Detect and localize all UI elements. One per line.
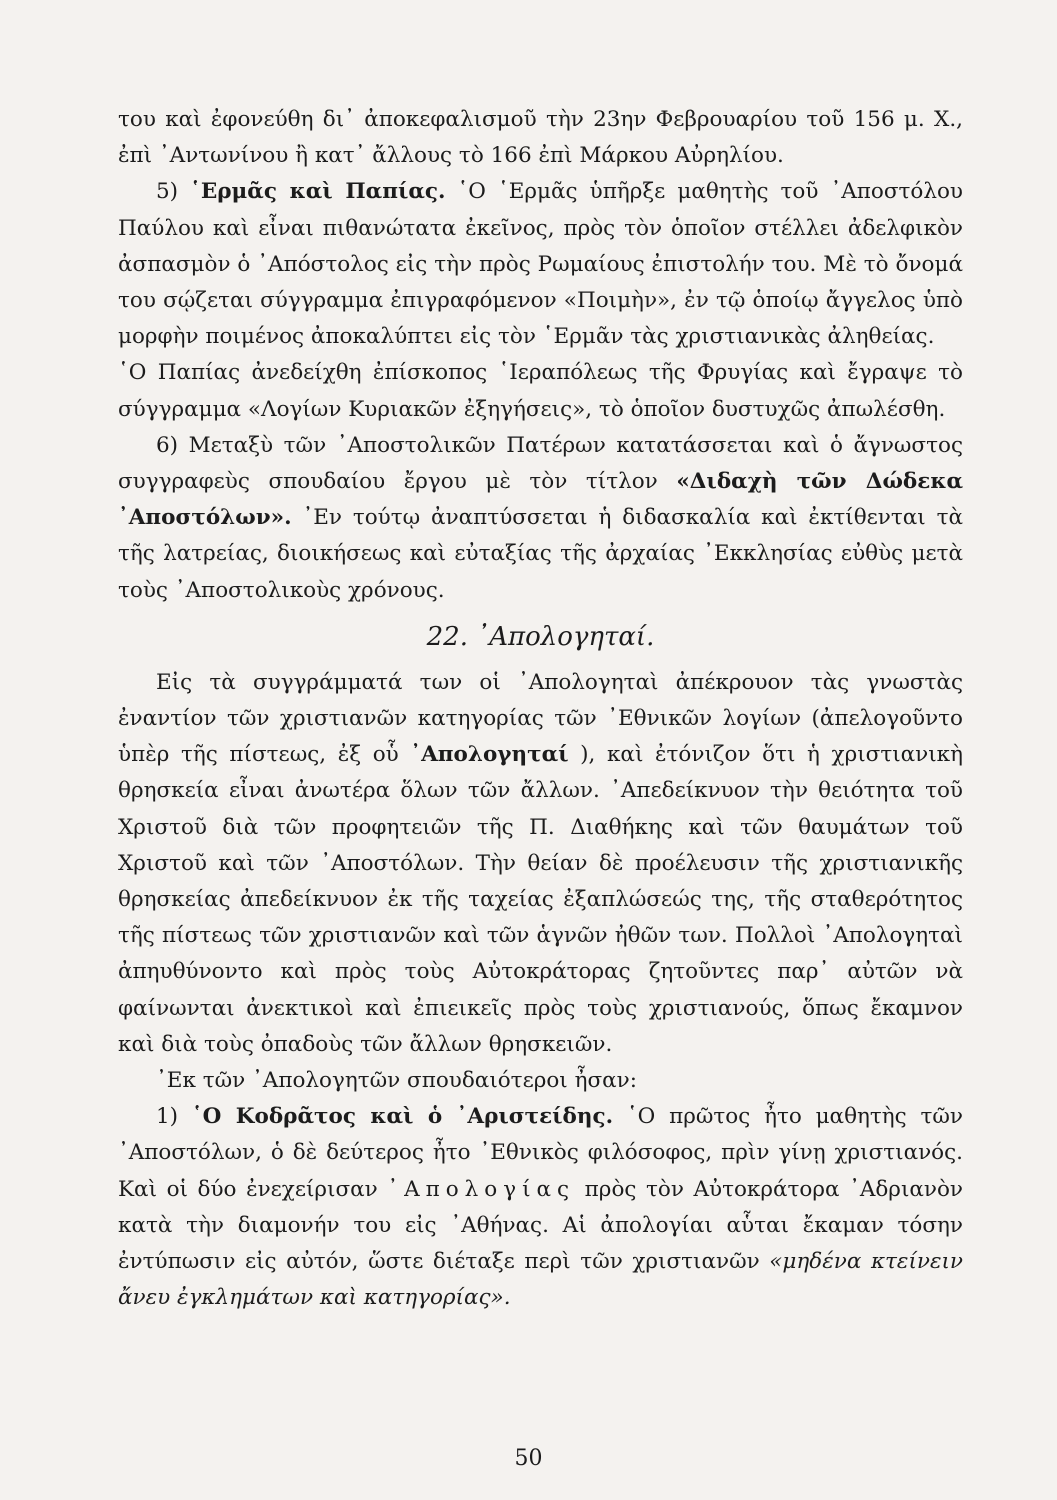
didache-intro: 6) Μεταξὺ τῶν ᾽Αποστολικῶν Πατέρων κατατάσσεται καὶ ὁ ἄγνωστος συγγραφεὺς σπουδαίου ἔργου μὲ τὸν τίτλον bbox=[118, 432, 963, 495]
paragraph-apologists bbox=[118, 665, 963, 1063]
quadratus-text: ῾Ο πρῶτος ἦτο μαθητὴς τῶν ᾽Αποστόλων, ὁ δὲ δεύτερος ἦτο ᾽Εθνικὸς φιλόσοφος, πρὶν γίνῃ χριστιανός. Καὶ οἱ δύο ἐνεχείρισαν bbox=[118, 1104, 963, 1202]
paragraph-hermas bbox=[118, 174, 963, 355]
section-title-hermas-papias: ῾Ερμᾶς καὶ Παπίας. bbox=[190, 179, 446, 205]
didache-title: «Διδαχὴ τῶν Δώδεκα ᾽Αποστόλων». bbox=[118, 469, 963, 531]
list-number: 1) bbox=[156, 1104, 179, 1130]
hadrian-quote: «μηδένα κτείνειν ἄνευ ἐγκλημάτων καὶ κατηγορίας». bbox=[118, 1249, 964, 1311]
hermas-text: ῾Ο ῾Ερμᾶς ὑπῆρξε μαθητὴς τοῦ ᾽Αποστόλου Παύλου καὶ εἶναι πιθανώτατα ἐκεῖνος, πρὸς τὸν ὁποῖον στέλλει ἀδελφικὸν ἀσπασμὸν ὁ ᾽Απόστολος εἰς τὴν πρὸς Ρωμαίους ἐπιστολήν του. Μὲ τὸ ὄνομά του σῴζεται σύγγραμμα ἐπιγραφόμενον «Ποιμὴν», ἐν τῷ ὁποίῳ ἄγγελος ὑπὸ μορφὴν ποιμένος ἀποκαλύπτει εἰς τὸν ῾Ερμᾶν τὰς χριστιανικὰς ἀληθείας. bbox=[118, 179, 963, 350]
apologists-intro: Εἰς τὰ συγγράμματά των οἱ ᾽Απολογηταὶ ἀπέκρουον τὰς γνωστὰς ἐναντίον τῶν χριστιανῶν κατηγορίας τῶν ᾽Εθνικῶν λογίων (ἀπελογοῦντο ὑπὲρ τῆς πίστεως, ἐξ οὗ bbox=[118, 669, 963, 768]
chapter-heading: 22. ᾽Απολογηταί. bbox=[426, 621, 655, 652]
section-title-quadratus-aristides: ῾Ο Κοδρᾶτος καὶ ὁ ᾽Αριστείδης. bbox=[191, 1104, 614, 1130]
paragraph-papias: ῾Ο Παπίας ἀνεδείχθη ἐπίσκοπος ῾Ιεραπόλεως τῆς Φρυγίας καὶ ἔγραψε τὸ σύγγραμμα «Λογίων Κυριακῶν ἐξηγήσεις», τὸ ὁποῖον δυστυχῶς ἀπωλέσθη. bbox=[118, 360, 963, 422]
didache-text: ᾽Εν τούτῳ ἀναπτύσσεται ἡ διδασκαλία καὶ ἐκτίθενται τὰ τῆς λατρείας, διοικήσεως καὶ εὐταξίας τῆς ἀρχαίας ᾽Εκκλησίας εὐθὺς μετὰ τοὺς ᾽Αποστολικοὺς χρόνους. bbox=[118, 505, 963, 603]
apologists-text: ), καὶ ἐτόνιζον ὅτι ἡ χριστιανικὴ θρησκεία εἶναι ἀνωτέρα ὅλων τῶν ἄλλων. ᾽Απεδείκνυον τὴν θειότητα τοῦ Χριστοῦ διὰ τῶν προφητειῶν τῆς Π. Διαθήκης καὶ τῶν θαυμάτων τοῦ Χριστοῦ καὶ τῶν ᾽Αποστόλων. Τὴν θείαν δὲ προέλευσιν τῆς χριστιανικῆς θρησκείας ἀπεδείκνυον ἐκ τῆς ταχείας ἐξαπλώσεώς της, τῆς σταθερότητος τῆς πίστεως τῶν χριστιανῶν καὶ τῶν ἁγνῶν ἠθῶν των. Πολλοὶ ᾽Απολογηταὶ ἀπηυθύνοντο καὶ πρὸς τοὺς Αὐτοκράτορας ζητοῦντες παρ᾽ αὐτῶν νὰ φαίνωνται ἀνεκτικοὶ καὶ ἐπιεικεῖς πρὸς τοὺς χριστιανούς, ὅπως ἔκαμνον καὶ διὰ τοὺς ὀπαδοὺς τῶν ἄλλων θρησκειῶν. bbox=[118, 742, 963, 1057]
paragraph-list-intro: ᾽Εκ τῶν ᾽Απολογητῶν σπουδαιότεροι ἦσαν: bbox=[156, 1068, 637, 1094]
quadratus-text-cont: πρὸς τὸν Αὐτοκράτορα ᾽Αδριανὸν κατὰ τὴν διαμονήν του εἰς ᾽Αθήνας. Αἱ ἀπολογίαι αὗται ἔκαμαν τόσην ἐντύπωσιν εἰς αὐτόν, ὥστε διέταξε περὶ τῶν χριστιανῶν bbox=[118, 1176, 963, 1275]
apologies-spaced-word: ᾽Απολογίας bbox=[387, 1176, 576, 1202]
paragraph-quadratus-aristides bbox=[118, 1099, 963, 1316]
body-text bbox=[118, 102, 963, 1317]
paragraph-didache bbox=[118, 428, 963, 609]
section-number: 5) bbox=[156, 179, 179, 205]
page-number: 50 bbox=[514, 1446, 543, 1471]
paragraph-polycarp-end: του καὶ ἐφονεύθη δι᾽ ἀποκεφαλισμοῦ τὴν 23ην Φεβρουαρίου τοῦ 156 μ. Χ., ἐπὶ ᾽Αντωνίνου ἢ κατ᾽ ἄλλους τὸ 166 ἐπὶ Μάρκου Αὐρηλίου. bbox=[118, 107, 963, 169]
apologists-term: ᾽Απολογηταί bbox=[410, 742, 569, 768]
